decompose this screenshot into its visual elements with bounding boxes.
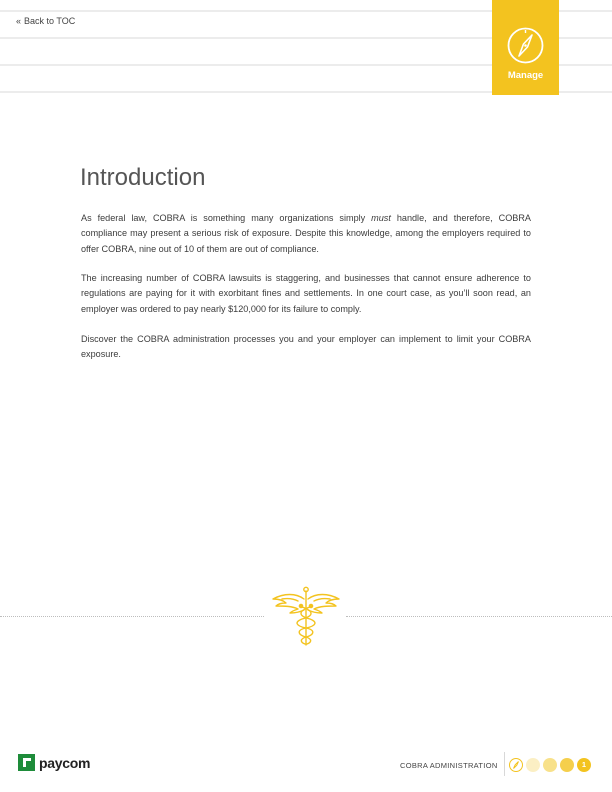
dotted-divider — [0, 616, 264, 617]
compass-dot-icon[interactable] — [509, 758, 523, 772]
progress-dot[interactable] — [543, 758, 557, 772]
progress-dot[interactable] — [526, 758, 540, 772]
double-chevron-left-icon: « — [16, 16, 21, 26]
compass-icon — [506, 26, 545, 65]
page-title: Introduction — [80, 164, 206, 191]
back-to-toc-link[interactable] — [16, 16, 75, 26]
footer-divider — [504, 752, 505, 776]
paycom-logo-mark — [18, 754, 35, 771]
intro-paragraph-3: Discover the COBRA administration processes you and your employer can implement to limit your COBRA exposure. — [81, 334, 531, 360]
intro-paragraph-2: The increasing number of COBRA lawsuits is staggering, and businesses that cannot ensure adherence to regulations are paying for it with exorbitant fines and settlements. In one court case, as you’ll soon read, an employer was ordered to pay nearly $120,000 for its failure to comply. — [81, 273, 531, 314]
manage-tab-label: Manage — [507, 70, 544, 81]
manage-section-tab[interactable] — [492, 0, 559, 95]
progress-dot[interactable] — [560, 758, 574, 772]
caduceus-icon — [268, 585, 344, 647]
back-to-toc-label: Back to TOC — [24, 16, 76, 26]
paycom-logo — [18, 754, 90, 771]
intro-paragraph-1 — [81, 211, 531, 257]
emphasis-text: must — [371, 213, 391, 223]
paragraph-text: handle, and therefore, COBRA compliance may present a serious risk of exposure. Despite this knowledge, among the employers required to offer COBRA, nine out of 10 of them are out of compliance. — [81, 213, 531, 254]
dotted-divider — [346, 616, 612, 617]
footer-section-label: COBRA ADMINISTRATION — [400, 761, 498, 770]
page-number-badge: 1 — [577, 758, 591, 772]
paycom-logo-text: paycom — [39, 754, 91, 771]
chapter-progress-indicator — [509, 758, 591, 772]
paragraph-text: As federal law, COBRA is something many organizations simply — [81, 213, 372, 223]
